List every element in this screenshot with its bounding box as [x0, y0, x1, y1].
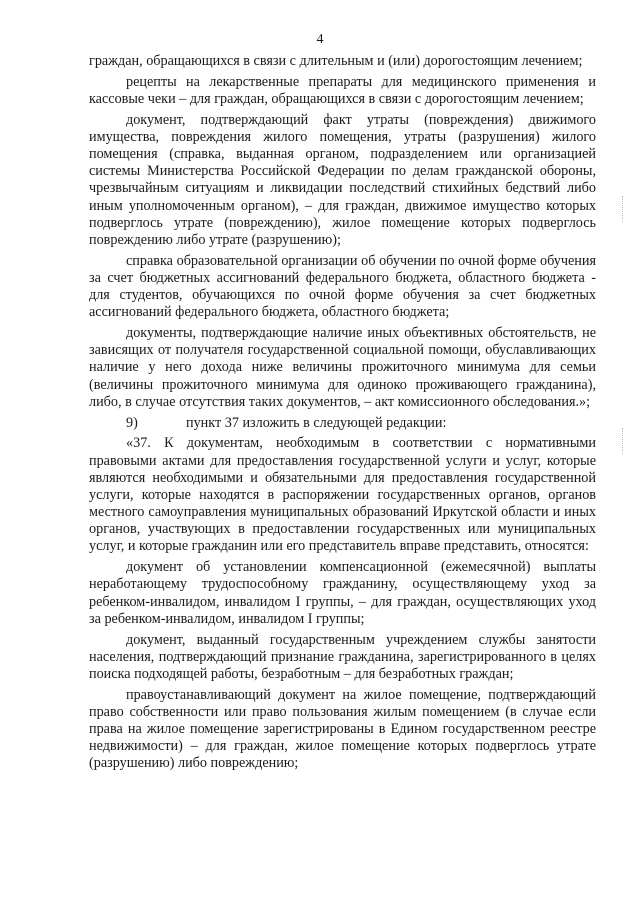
body-text: [89, 53, 596, 776]
list-item-number-9: 9) пункт 37 изложить в следующей редакции:: [126, 414, 447, 431]
paragraph: документы, подтверждающие наличие иных объективных обстоятельств, не зависящих от получателя государственной социальной помощи, обуславливающих наличие у него дохода ниже величины прожиточного минимума для семьи (величины прожиточного минимума для одиноко проживающего гражданина), либо, в случае отсутствия таких документов, – акт комиссионного обследования.»;: [89, 325, 596, 410]
paragraph: правоустанавливающий документ на жилое помещение, подтверждающий право собственности или право пользования жилым помещением (в случае если права на жилое помещение зарегистрированы в Едином государственном реестре недвижимости) – для граждан, жилое помещение которых подверглось утрате (разрушению) либо повреждению;: [89, 686, 596, 772]
paragraph: «37. К документам, необходимым в соответствии с нормативными правовыми актами для предоставления государственной услуги и услуг, которые являются необходимыми и обязательными для предоставления государственной услуги, которые находятся в распоряжении государственных органов, органов местного самоуправления муниципальных образований Иркутской области и иных органов, участвующих в предоставлении государственных или муниципальных услуг, и которые гражданин или его представитель вправе представить, относятся:: [89, 435, 596, 555]
paragraph: граждан, обращающихся в связи с длительным и (или) дорогостоящим лечением;: [89, 53, 583, 69]
paragraph: справка образовательной организации об обучении по очной форме обучения за счет бюджетных ассигнований федерального бюджета, областного бюджета - для студентов, обучающихся по очной форме обучения за счет бюджетных ассигнований федерального бюджета, областного бюджета;: [89, 252, 596, 321]
page-number: 4: [316, 32, 324, 47]
scan-margin-mark: [622, 428, 626, 454]
paragraph: документ, выданный государственным учреждением службы занятости населения, подтверждающий признание гражданина, зарегистрированного в целях поиска подходящей работы, безработным – для безработных граждан;: [89, 631, 596, 682]
item-number: 9): [126, 414, 138, 431]
scan-margin-mark: [622, 196, 626, 222]
paragraph: рецепты на лекарственные препараты для медицинского применения и кассовые чеки – для граждан, обращающихся в связи с дорогостоящим лечением;: [89, 73, 596, 107]
paragraph: документ об установлении компенсационной (ежемесячной) выплаты неработающему трудоспособному гражданину, осуществляющему уход за ребенком-инвалидом, инвалидом I группы, – для граждан, осуществляющих уход за ребенком-инвалидом, инвалидом I группы;: [89, 559, 596, 627]
paragraph: документ, подтверждающий факт утраты (повреждения) движимого имущества, повреждения жилого помещения, утраты (разрушения) жилого помещения (справка, выданная органом, подразделением или организацией системы Министерства Российской Федерации по делам гражданской обороны, чрезвычайным ситуациям и ликвидации последствий стихийных бедствий либо иным уполномоченным органом), – для граждан, движимое имущество которых подверглось утрате (повреждению), жилое помещение которых подверглось повреждению либо утрате (разрушению);: [89, 111, 596, 248]
